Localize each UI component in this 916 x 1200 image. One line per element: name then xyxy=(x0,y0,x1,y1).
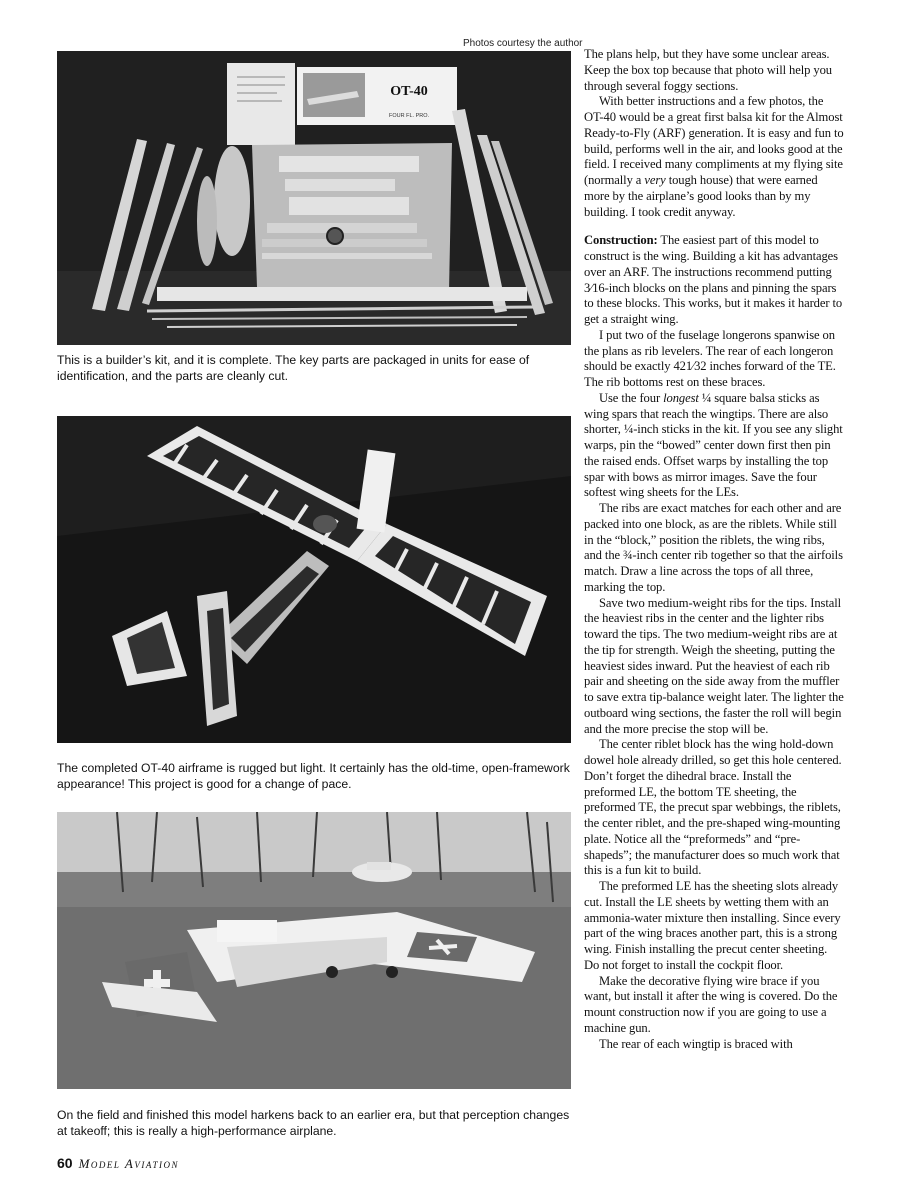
article-body xyxy=(584,47,844,1052)
photo-credit: Photos courtesy the author xyxy=(463,38,583,49)
page-number: 60 xyxy=(57,1155,73,1171)
kit-contents-image xyxy=(57,51,571,345)
field-image xyxy=(57,812,571,1089)
magazine-name: Model Aviation xyxy=(78,1156,180,1171)
box-title: OT-40 xyxy=(390,84,428,99)
caption-kit-contents: This is a builder’s kit, and it is complete. The key parts are packaged in units for ease of identification, and the parts are cleanly cut. xyxy=(57,353,530,383)
article-paragraph: The plans help, but they have some unclear areas. Keep the box top because that photo will help you through several foggy sections. xyxy=(584,47,832,93)
article-paragraph: The ribs are exact matches for each other and are packed into one block, as are the riblets. While still in the “block,” position the riblets, the wing ribs, and the ¾-inch center rib together so that the airfoils match. Draw a line across the tops of all three, marking the top. xyxy=(584,501,843,594)
caption-on-field: On the field and finished this model harkens back to an earlier era, but that perception changes at takeoff; this is really a high-performance airplane. xyxy=(57,1108,570,1138)
photo-on-field xyxy=(57,812,571,1089)
airframe-image xyxy=(57,416,571,743)
article-paragraph: With better instructions and a few photos, the OT-40 would be a great first balsa kit for the Almost Ready-to-Fly (ARF) generation. It is easy and fun to build, performs well in the air, and looks good at the field. I received many compliments at my flying site (normally a very tough house) that were earned more by the airplane’s good looks than by my building. I took credit anyway. xyxy=(584,94,844,219)
article-paragraph: I put two of the fuselage longerons spanwise on the plans as rib levelers. The rear of each longeron should be exactly 421⁄32 inches forward of the TE. The rib bottoms rest on these braces. xyxy=(584,327,836,389)
article-paragraph: Construction: The easiest part of this model to construct is the wing. Building a kit has advantages over an ARF. The instructions recommend putting 3⁄16-inch blocks on the plans and pinning the spars to these blocks. This works, but it makes it harder to get a straight wing. xyxy=(584,233,843,326)
article-paragraph: The preformed LE has the sheeting slots already cut. Install the LE sheets by wetting them with an ammonia-water mixture then installing. Since every part of the wing braces another part, this is a strong wing. Finish installing the precut center sheeting. Do not forget to install the cockpit floor. xyxy=(584,879,841,972)
page-footer xyxy=(57,1155,179,1173)
article-paragraph: Use the four longest ¼ square balsa sticks as wing spars that reach the wingtips. There are also shorter, ¼-inch sticks in the kit. If you see any slight warps, pin the “bowed” center down first then pin the raised ends. Offset warps by installing the top spar with bows as mirror images. Save the four softest wing sheets for the LEs. xyxy=(584,390,843,500)
plans-sheet xyxy=(227,63,295,145)
caption-completed-airframe: The completed OT-40 airframe is rugged but light. It certainly has the old-time, open-framework appearance! This project is good for a change of pace. xyxy=(57,761,570,791)
photo-kit-contents xyxy=(57,51,571,345)
photo-completed-airframe xyxy=(57,416,571,743)
section-heading: Construction: xyxy=(584,233,658,248)
article-paragraph: Make the decorative flying wire brace if you want, but install it after the wing is covered. Do the mount construction now if you are going to use a machine gun. xyxy=(584,973,838,1035)
box-brand: FOUR FL. PRO. xyxy=(388,113,430,119)
article-paragraph: The center riblet block has the wing hold-down dowel hole already drilled, so get this hole centered. Don’t forget the dihedral brace. Install the preformed LE, the bottom TE sheeting, the preformed TE, the precut spar webbings, the riblets, the center riblet, and the pre-shaped wing-mounting plate. Notice all the “preformeds” and “pre-shapeds”; the manufacturer does so much work that this is a fun kit to build. xyxy=(584,737,842,878)
article-paragraph: Save two medium-weight ribs for the tips. Install the heaviest ribs in the center and the lighter ribs toward the tips. The two medium-weight ribs are at the tip for strength. Weigh the sheeting, putting the heaviest sides inward. Put the heaviest of each rib pair and sheeting on the side away from the muffler to save extra tip-balance weight later. The lighter the outboard wing sections, the faster the roll will begin and the more precise the stop will be. xyxy=(584,595,844,736)
article-paragraph: The rear of each wingtip is braced with xyxy=(599,1036,793,1051)
